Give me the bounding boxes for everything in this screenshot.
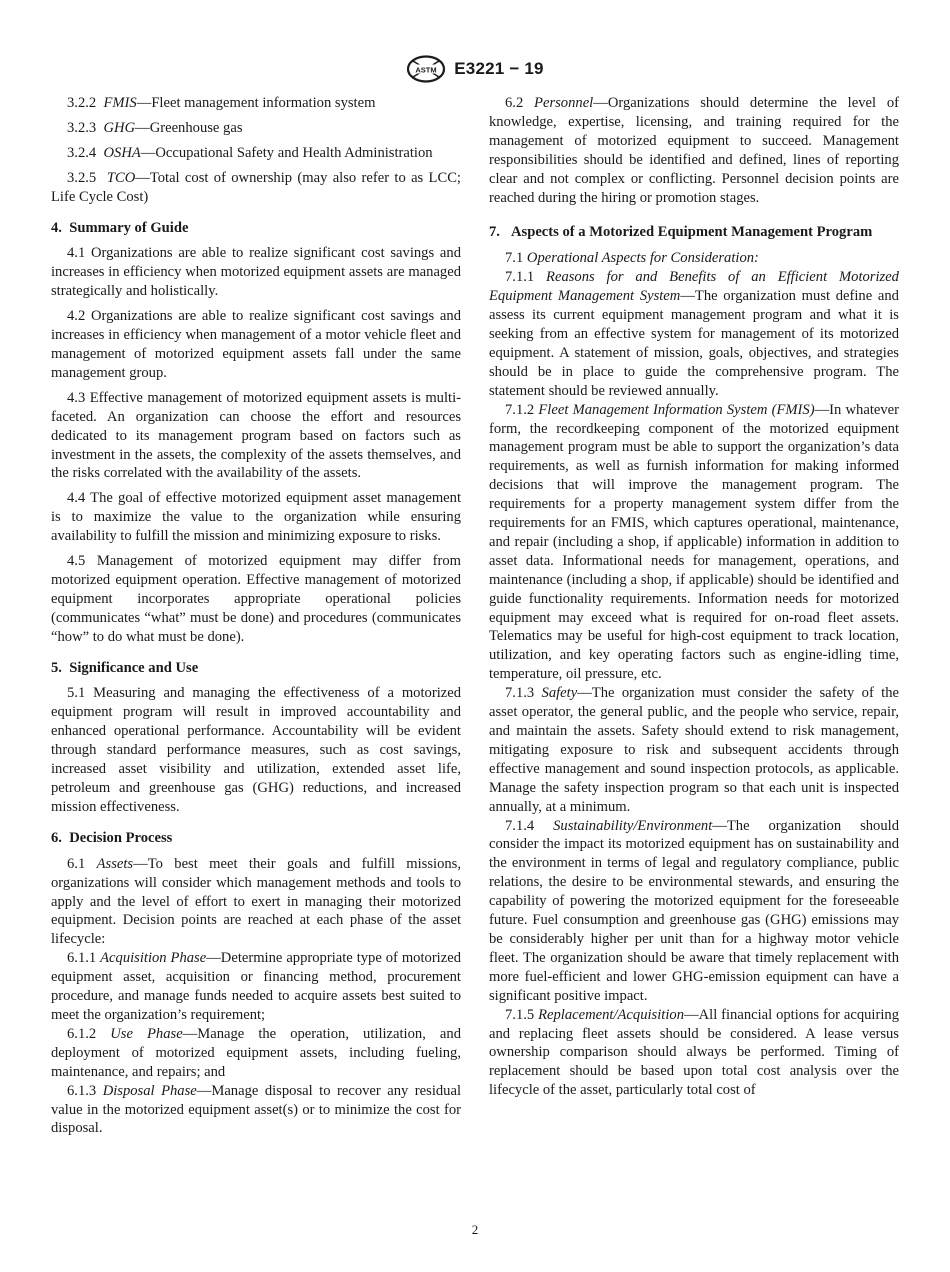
definition-3-2-3: 3.2.3 GHG—Greenhouse gas: [67, 119, 243, 136]
document-id: E3221 − 19: [454, 59, 544, 78]
paragraph-7-1-5: 7.1.5 Replacement/Acquisition—All financial options for acquiring and replacing fleet assets should be considered. A lease versus ownership comparison should always be performed. Timing of replacement should be based upon total cost analysis over the lifecycle of the asset, particularly total cost of: [489, 1006, 899, 1099]
section-5-heading: 5. Significance and Use: [51, 659, 199, 676]
paragraph-7-1-4: 7.1.4 Sustainability/Environment—The organization should consider the impact its motorized equipment has on sustainability and the environment in terms of legal and regulatory compliance, public relations, the desire to be environmental stewards, and ensuring the capability of powering the motorized equipment for the foreseeable future. Fuel consumption and greenhouse gas (GHG) emissions may be considerably higher per unit than for a highway motor vehicle fleet. The organization should be aware that timely replacement with more fuel-efficient and lower GHG-emission equipment can have a significant positive impact.: [489, 817, 899, 1004]
right-column: [489, 94, 899, 1100]
paragraph-4-1: 4.1 Organizations are able to realize significant cost savings and increases in efficiency when motorized equipment assets are managed strategically and holistically.: [51, 245, 461, 300]
left-column: [51, 94, 461, 1138]
section-7-heading: 7. Aspects of a Motorized Equipment Management Program: [489, 224, 873, 241]
paragraph-4-5: 4.5 Management of motorized equipment may differ from motorized equipment operation. Effective management of motorized equipment incorporates appropriate operational policies (communicates “what” must be done) and procedures (communicates “how” to do what must be done).: [51, 553, 461, 645]
definition-3-2-5: 3.2.5 TCO—Total cost of ownership (may also refer to as LCC; Life Cycle Cost): [51, 169, 461, 205]
paragraph-5-1: 5.1 Measuring and managing the effectiveness of a motorized equipment program will result in improved accountability and enhanced operational performance. Accountability will be evident through standard performance measures, such as cost savings, increased asset visibility and utilization, extended asset life, petroleum and greenhouse gas (GHG) reductions, and increased mission effectiveness.: [51, 685, 461, 815]
paragraph-6-1-2: 6.1.2 Use Phase—Manage the operation, utilization, and deployment of motorized equipment assets, including fueling, maintenance, and repairs; and: [51, 1025, 461, 1080]
page-number: 2: [471, 1222, 479, 1237]
paragraph-6-1-1: 6.1.1 Acquisition Phase—Determine appropriate type of motorized equipment asset, acquisition or financing method, procurement procedure, and manage funds needed to acquire assets best suited to meet the organization’s requirement;: [51, 950, 461, 1023]
astm-logo-icon: [406, 55, 446, 83]
paragraph-6-2: 6.2 Personnel—Organizations should determine the level of knowledge, expertise, licensing, and training required for the management of motorized equipment to succeed. Management responsibilities should be identified and defined, lines of reporting clear and not complex or conflicting. Personnel decision points are reached during the hiring or promotion stages.: [489, 95, 899, 206]
paragraph-4-4: 4.4 The goal of effective motorized equipment asset management is to maximize the value to the organization while ensuring availability to fulfill the mission and minimizing exposure to risks.: [51, 490, 461, 545]
page-header: [0, 54, 950, 84]
paragraph-7-1-1: 7.1.1 Reasons for and Benefits of an Efficient Motorized Equipment Management System—The organization must define and assess its current equipment management program and what it is seeking from an effective system for management of its motorized equipment. A statement of mission, goals, objectives, and strategies should be in place to guide the comprehensive program. The statement should be reviewed annually.: [489, 269, 899, 399]
paragraph-6-1-3: 6.1.3 Disposal Phase—Manage disposal to recover any residual value in the motorized equipment asset(s) or to minimize the cost for disposal.: [51, 1082, 461, 1137]
svg-text:ASTM: ASTM: [415, 65, 437, 75]
paragraph-7-1: 7.1 Operational Aspects for Consideration:: [505, 250, 759, 267]
paragraph-6-1: 6.1 Assets—To best meet their goals and fulfill missions, organizations will consider which management methods and tools to apply and the level of effort to exert in managing their motorized equipment. Decision points are reached at each phase of the asset lifecycle:: [51, 855, 461, 948]
section-6-heading: 6. Decision Process: [51, 829, 173, 846]
paragraph-4-3: 4.3 Effective management of motorized equipment assets is multi-faceted. An organization can choose the effort and resources dedicated to its management program based on factors such as investment in the assets, the complexity of the assets themselves, and the risks correlated with the availability of the assets.: [51, 389, 461, 482]
definition-3-2-2: 3.2.2 FMIS—Fleet management information system: [67, 95, 376, 111]
definition-3-2-4: 3.2.4 OSHA—Occupational Safety and Health Administration: [67, 144, 433, 161]
paragraph-7-1-3: 7.1.3 Safety—The organization must consider the safety of the asset operator, the general public, and the people who service, repair, and maintain the assets. Safety should extend to risk management, mitigating exposure to risk and subsequent accidents through effective management and sound inspection protocols, as applicable. Manage the safety inspection program so that each unit is inspected annually, at a minimum.: [489, 685, 899, 815]
paragraph-7-1-2: 7.1.2 Fleet Management Information System (FMIS)—In whatever form, the recordkeeping component of the motorized equipment management program must be able to support the organization’s data requirements, as well as furnish information for making informed decisions that will improve the management program. The requirements for a property management system differ from the requirements for an FMIS, which captures operational, maintenance, and repair (including a shop, if applicable) information in addition to asset data. Informational needs for management, operations, and maintenance (including a shop, if applicable) should be identified and guide functionality requirements. Information needs for motorized equipment may exceed what is required for on-road fleet assets. Telematics may be useful for high-cost equipment to track location, utilization, and key operating factors such as engine-idling time, temperature, oil pressure, etc.: [489, 401, 899, 683]
section-4-heading: 4. Summary of Guide: [51, 219, 189, 236]
paragraph-4-2: 4.2 Organizations are able to realize significant cost savings and increases in efficiency when management of a motor vehicle fleet and management of motorized equipment assets fall under the same management group.: [51, 308, 461, 381]
